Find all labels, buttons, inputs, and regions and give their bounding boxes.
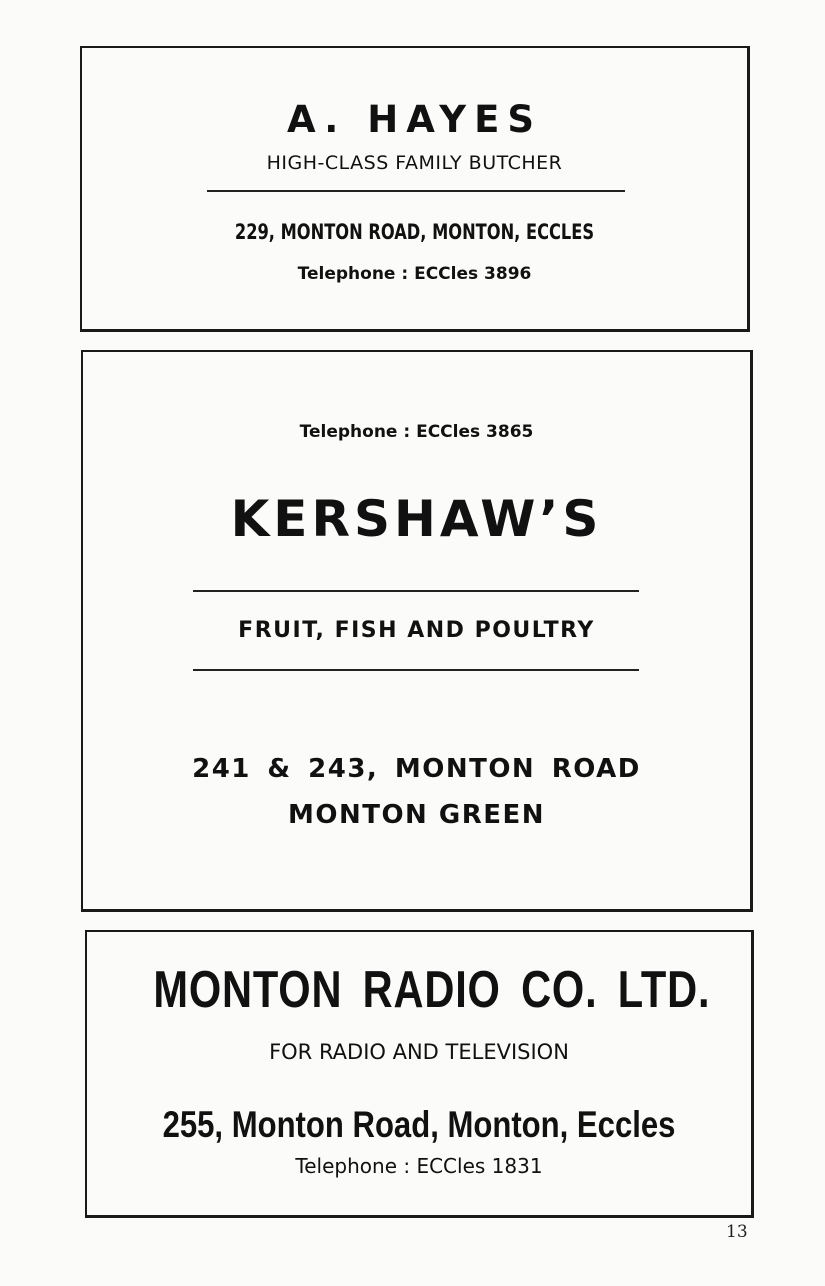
- page-number: 13: [726, 1222, 748, 1242]
- kershaw-address-line1: 241 & 243, MONTON ROAD: [192, 754, 641, 784]
- radio-name: MONTON RADIO CO. LTD.: [153, 961, 711, 1019]
- kershaw-address-line2: MONTON GREEN: [287, 800, 546, 830]
- advert-monton-radio: [85, 930, 754, 1218]
- hayes-telephone: Telephone : ECCles 3896: [297, 264, 532, 284]
- hayes-divider: [207, 190, 625, 192]
- kershaw-telephone: Telephone : ECCles 3865: [299, 422, 534, 442]
- radio-telephone: Telephone : ECCles 1831: [295, 1154, 543, 1178]
- hayes-address: 229, MONTON ROAD, MONTON, ECCLES: [234, 220, 595, 244]
- advert-hayes: [80, 46, 750, 332]
- kershaw-divider-bottom: [193, 669, 639, 671]
- hayes-name: A. HAYES: [286, 98, 543, 141]
- radio-address: 255, Monton Road, Monton, Eccles: [162, 1104, 676, 1145]
- kershaw-divider-top: [193, 590, 639, 592]
- hayes-trade: HIGH-CLASS FAMILY BUTCHER: [266, 152, 563, 174]
- kershaw-trade: FRUIT, FISH AND POULTRY: [238, 618, 595, 643]
- radio-trade: FOR RADIO AND TELEVISION: [269, 1040, 569, 1064]
- kershaw-name: KERSHAW’S: [230, 490, 603, 548]
- advert-kershaw: [81, 350, 753, 912]
